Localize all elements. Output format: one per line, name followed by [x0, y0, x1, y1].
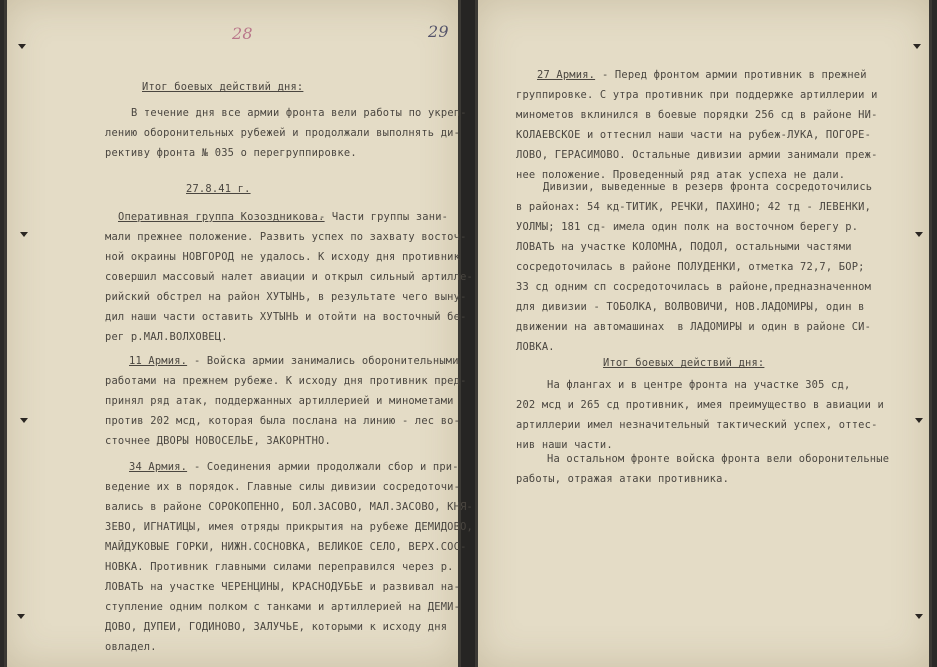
- text-line: в районах: 54 кд-ТИТИК, РЕЧКИ, ПАХИНО; 42 тд - ЛЕВЕНКИ,: [516, 201, 872, 213]
- text-line: принял ряд атак, поддержанных артиллерией и минометами: [105, 395, 454, 407]
- text-line: рийский обстрел на район ХУТЫНЬ, в результате чего выну-: [105, 291, 467, 303]
- text-line: минометов вклинился в боевые порядки 256 сд в районе НИ-: [516, 109, 878, 121]
- text-line: УОЛМЫ; 181 сд- имела один полк на восточном берегу р.: [516, 221, 859, 233]
- text-line: работы, отражая атаки противника.: [516, 473, 730, 485]
- text-line: КОЛАЕВСКОЕ и оттеснил наши части на рубеж-ЛУКА, ПОГОРЕ-: [516, 129, 872, 141]
- text-line: совершил массовый налет авиации и открыл сильный артилле-: [105, 271, 473, 283]
- punch-hole-icon: [20, 418, 28, 423]
- text-line: дил наши части оставить ХУТЫНЬ и отойти на восточный бе-: [105, 311, 467, 323]
- text-line: движении на автомашинах в ЛАДОМИРЫ и один в районе СИ-: [516, 321, 872, 333]
- page-edge: [929, 0, 932, 667]
- unit-label: 27 Армия.: [537, 69, 596, 81]
- text-line: сосредоточилась в районе ПОЛУДЕНКИ, отметка 72,7, БОР;: [516, 261, 865, 273]
- text-line: нив наши части.: [516, 439, 613, 451]
- page-edge: [458, 0, 461, 667]
- page-edge: [475, 0, 478, 667]
- section-title: Итог боевых действий дня:: [142, 81, 304, 93]
- text-line: ЛОВКА.: [516, 341, 555, 353]
- text-line: - Соединения армии продолжали сбор и при-: [194, 461, 459, 473]
- text-line: - Части группы зани-: [319, 211, 449, 223]
- page-number-handwritten: 29: [428, 22, 449, 41]
- text-line: вались в районе СОРОКОПЕННО, БОЛ.ЗАСОВО, МАЛ.ЗАСОВО, КНЯ-: [105, 501, 473, 513]
- text-line: На остальном фронте войска фронта вели оборонительные: [547, 453, 890, 465]
- text-line: - Войска армии занимались оборонительными: [194, 355, 459, 367]
- text-line: ЛОВО, ГЕРАСИМОВО. Остальные дивизии армии занимали преж-: [516, 149, 878, 161]
- text-line: МАЙДУКОВЫЕ ГОРКИ, НИЖН.СОСНОВКА, ВЕЛИКОЕ СЕЛО, ВЕРХ.СОС-: [105, 541, 467, 553]
- text-line: ступление одним полком с танками и артиллерией на ДЕМИ-: [105, 601, 461, 613]
- text-line: ной окраины НОВГОРОД не удалось. К исходу дня противник: [105, 251, 461, 263]
- punch-hole-icon: [915, 614, 923, 619]
- text-line: рег р.МАЛ.ВОЛХОВЕЦ.: [105, 331, 228, 343]
- document-page-right: [428, 0, 932, 667]
- text-line: ЛОВАТЬ на участке ЧЕРЕНЦИНЫ, КРАСНОДУБЬЕ и развивал на-: [105, 581, 461, 593]
- text-line: мали прежнее положение. Развить успех по захвату восточ-: [105, 231, 467, 243]
- text-line: НОВКА. Противник главными силами переправился через р.: [105, 561, 454, 573]
- text-line: Дивизии, выведенные в резерв фронта сосредоточились: [543, 181, 873, 193]
- unit-label: 34 Армия.: [129, 461, 188, 473]
- text-line: ЛОВАТЬ на участке КОЛОМНА, ПОДОЛ, остальными частями: [516, 241, 852, 253]
- text-line: артиллерии имел незначительный тактический успех, оттес-: [516, 419, 878, 431]
- section-title: Итог боевых действий дня:: [603, 357, 765, 369]
- punch-hole-icon: [18, 44, 26, 49]
- date-heading: 27.8.41 г.: [186, 183, 251, 195]
- text-line: ДОВО, ДУПЕИ, ГОДИНОВО, ЗАЛУЧЬЕ, которыми к исходу дня: [105, 621, 448, 633]
- punch-hole-icon: [915, 418, 923, 423]
- page-edge: [4, 0, 7, 667]
- text-line: нее положение. Проведенный ряд атак успеха не дали.: [516, 169, 846, 181]
- text-line: 202 мсд и 265 сд противник, имея преимущество в авиации и: [516, 399, 884, 411]
- page-gutter: [461, 0, 475, 667]
- punch-hole-icon: [915, 232, 923, 237]
- text-line: группировке. С утра противник при поддержке артиллерии и: [516, 89, 878, 101]
- page-number-handwritten: 28: [232, 24, 253, 43]
- text-line: овладел.: [105, 641, 157, 653]
- text-line: против 202 мсд, которая была послана на линию - лес во-: [105, 415, 461, 427]
- unit-label: 11 Армия.: [129, 355, 188, 367]
- punch-hole-icon: [913, 44, 921, 49]
- punch-hole-icon: [20, 232, 28, 237]
- document-page-left: [4, 0, 473, 667]
- text-line: ведение их в порядок. Главные силы дивизии сосредоточи-: [105, 481, 461, 493]
- punch-hole-icon: [17, 614, 25, 619]
- text-line: В течение дня все армии фронта вели работы по укреп-: [131, 107, 467, 119]
- text-line: лению оборонительных рубежей и продолжали выполнять ди-: [105, 127, 461, 139]
- text-line: На флангах и в центре фронта на участке 305 сд,: [547, 379, 851, 391]
- text-line: для дивизии - ТОБОЛКА, ВОЛВОВИЧИ, НОВ.ЛАДОМИРЫ, один в: [516, 301, 865, 313]
- text-line: сточнее ДВОРЫ НОВОСЕЛЬЕ, ЗАКОРНТНО.: [105, 435, 331, 447]
- text-line: ЗЕВО, ИГНАТИЦЫ, имея отряды прикрытия на рубеже ДЕМИДОВО,: [105, 521, 473, 533]
- text-line: рективу фронта № 035 о перегруппировке.: [105, 147, 357, 159]
- text-line: 33 сд одним сп сосредоточилась в районе,предназначенном: [516, 281, 872, 293]
- text-line: - Перед фронтом армии противник в прежней: [602, 69, 867, 81]
- unit-label: Оперативная группа Козоздникова.: [118, 211, 325, 223]
- text-line: работами на прежнем рубеже. К исходу дня противник пред-: [105, 375, 467, 387]
